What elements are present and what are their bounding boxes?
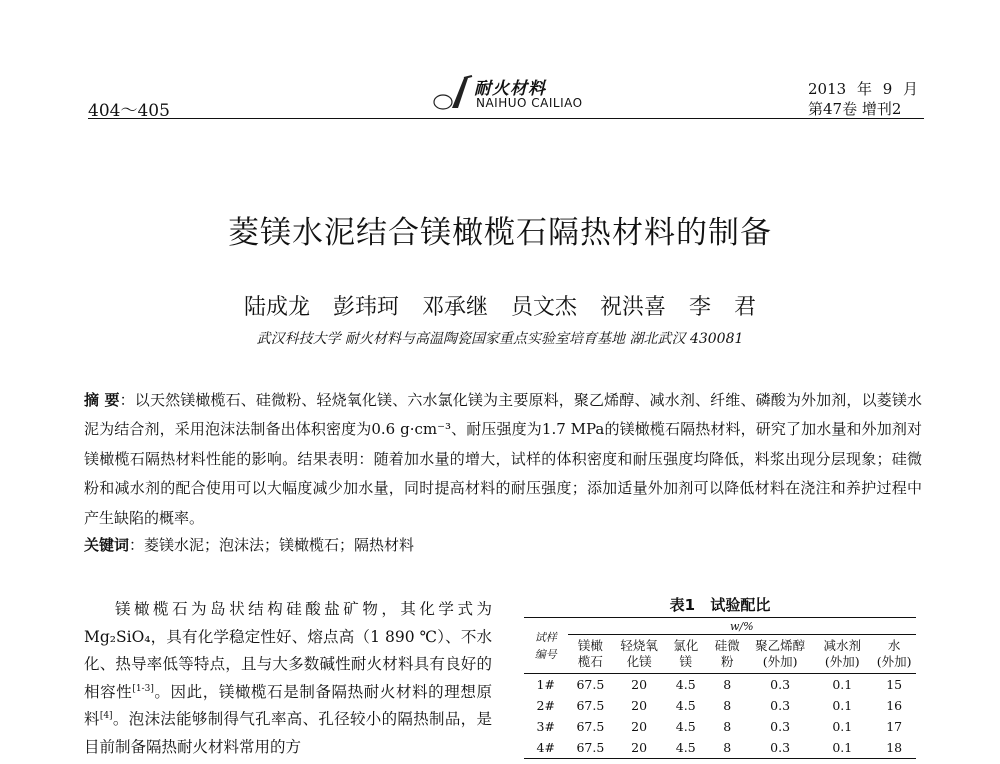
keywords-text: ：菱镁水泥；泡沫法；镁橄榄石；隔热材料: [129, 536, 415, 554]
experiment-ratio-table: [524, 617, 916, 759]
table-cell: 0.3: [748, 737, 812, 759]
table-cell: 4.5: [675, 698, 696, 713]
table-unit: w/%: [568, 618, 916, 635]
table-row: [524, 695, 916, 716]
table-cell: 67.5: [576, 719, 605, 734]
page-range: 404～405: [88, 101, 170, 121]
table-cell: 67.5: [568, 737, 614, 759]
table-cell: 18: [872, 737, 916, 759]
table-cell: 0.3: [770, 719, 791, 734]
citation: [1-3]: [132, 683, 154, 694]
header-rule: [88, 118, 924, 119]
table-title: 表1 试验配比: [669, 596, 771, 614]
body-column-left: [84, 596, 492, 761]
table-column-header: 减水剂 (外加): [823, 638, 862, 669]
journal-name-cn: 耐火材料: [474, 79, 546, 99]
body-text-segment: 。泡沫法能够制得气孔率高、孔径较小的隔热制品，是目前制备隔热耐火材料常用的方: [84, 710, 492, 756]
table-cell: 15: [886, 677, 903, 692]
table-column-header: 轻烧氧 化镁: [620, 638, 658, 669]
table-cell: 20: [613, 737, 665, 759]
table-cell: 8: [723, 719, 732, 734]
table-column-header: 硅微 粉: [714, 638, 740, 669]
table-column-header: 聚乙烯醇 (外加): [755, 638, 806, 669]
table-cell: 0.1: [832, 719, 853, 734]
body-paragraph: [84, 596, 492, 761]
body-text-segment: 。因此，镁橄榄石是制备隔热耐火材料的理想原料: [84, 682, 492, 728]
journal-name-en: NAIHUO CAILIAO: [476, 96, 583, 110]
table-cell: 4.5: [665, 737, 706, 759]
table-cell: 0.3: [770, 677, 791, 692]
article-authors: 陆成龙 彭玮珂 邓承继 员文杰 祝洪喜 李 君: [244, 295, 756, 320]
table-cell: 17: [886, 719, 903, 734]
table-cell: 8: [723, 677, 732, 692]
abstract-text: ：以天然镁橄榄石、硅微粉、轻烧氧化镁、六水氯化镁为主要原料，聚乙烯醇、减水剂、纤维、磷酸为外加剂，以菱镁水泥为结合剂，采用泡沫法制备出体积密度为0.6 g·cm⁻³、耐压强度为1.7 MPa的镁橄榄石隔热材料，研究了加水量和外加剂对镁橄榄石隔热材料性能的影响。结果表明：随着加水量的增大，试样的体积密度和耐压强度均降低，料浆出现分层现象；硅微粉和减水剂的配合使用可以大幅度减少加水量，同时提高材料的耐压强度；添加适量外加剂可以降低材料在浇注和养护过程中产生缺陷的概率。: [84, 391, 922, 527]
table-cell: 20: [631, 698, 648, 713]
keywords-label: 关键词: [84, 536, 130, 554]
table-cell: 20: [631, 677, 648, 692]
table-row: [524, 737, 916, 759]
table-cell: 8: [706, 737, 747, 759]
table-column-header: 氯化 镁: [673, 638, 699, 669]
table-cell: 67.5: [576, 677, 605, 692]
journal-logo: [428, 74, 628, 118]
table-header-id-text: 试样编号: [534, 630, 557, 661]
citation: [4]: [99, 710, 113, 721]
table-cell: 67.5: [576, 698, 605, 713]
table-cell: 16: [886, 698, 903, 713]
table-cell: 3#: [536, 719, 555, 734]
issue-volume: 第47卷 增刊2: [808, 100, 902, 118]
table-row: [524, 716, 916, 737]
table-cell: 8: [723, 698, 732, 713]
table-cell: 1#: [536, 677, 555, 692]
table-cell: 2#: [536, 698, 555, 713]
table-cell: 0.3: [770, 698, 791, 713]
table-cell: 0.1: [832, 677, 853, 692]
body-text-segment: 镁橄榄石为岛状结构硅酸盐矿物，其化学式为Mg₂SiO₄，具有化学稳定性好、熔点高（1 890 ℃）、不水化、热导率低等特点，且与大多数碱性耐火材料具有良好的相容性: [84, 600, 492, 701]
article-affiliation: 武汉科技大学 耐火材料与高温陶瓷国家重点实验室培育基地 湖北武汉 430081: [256, 331, 744, 347]
article-title: 菱镁水泥结合镁橄榄石隔热材料的制备: [228, 215, 772, 251]
abstract: [84, 386, 922, 533]
abstract-label: 摘 要: [84, 391, 120, 409]
table-cell: 4.5: [675, 719, 696, 734]
table-header-id: [524, 618, 568, 674]
table-row: [524, 674, 916, 696]
table-cell: 0.1: [812, 737, 872, 759]
table-cell: 0.1: [832, 698, 853, 713]
table-column-header: 水 (外加): [876, 638, 912, 669]
table-cell: 20: [631, 719, 648, 734]
table-cell: 4.5: [675, 677, 696, 692]
table-cell: 4#: [524, 737, 568, 759]
keywords: [84, 534, 922, 555]
table-column-header: 镁橄 榄石: [577, 638, 603, 669]
issue-date: 2013 年 9 月: [808, 80, 919, 98]
